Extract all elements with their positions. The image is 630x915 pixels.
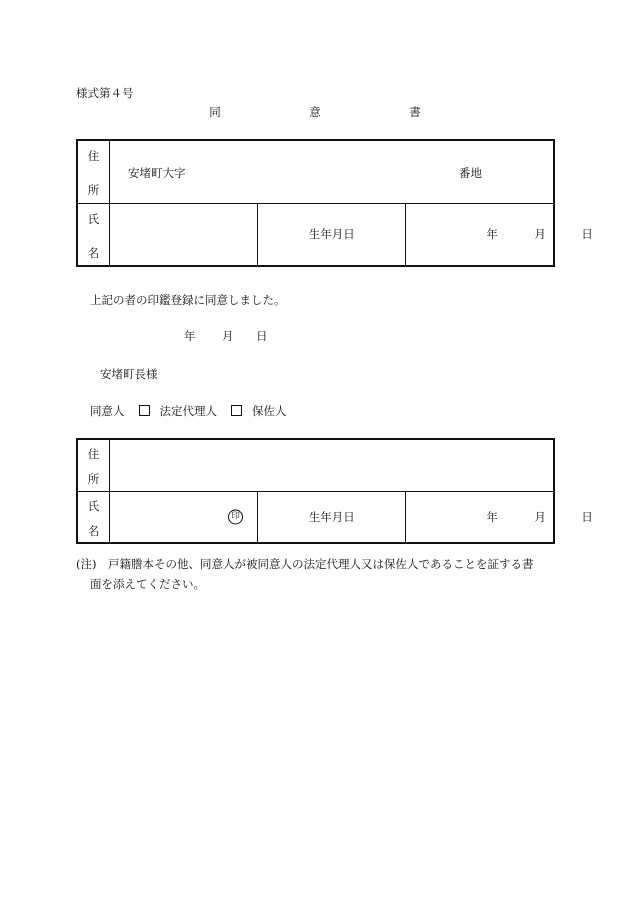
name-row — [77, 491, 554, 543]
name-label-char: 氏 — [87, 211, 100, 226]
name-label — [77, 491, 110, 543]
seal-mark-icon: 印 — [228, 509, 243, 524]
address-label-char: 住 — [87, 447, 100, 461]
role-selector — [90, 403, 287, 419]
applicant-table — [76, 139, 593, 267]
address-field[interactable] — [110, 439, 555, 491]
name-field[interactable] — [110, 491, 258, 543]
consenter-table — [76, 438, 593, 544]
consent-statement: 上記の者の印鑑登録に同意しました。 — [90, 293, 286, 307]
form-number: 様式第４号 — [76, 86, 134, 100]
role-consenter-label: 同意人 — [90, 404, 125, 418]
address-town: 安堵町大字 — [128, 166, 186, 180]
note-line-2: 面を添えてください。 — [90, 577, 205, 591]
name-label-char: 名 — [87, 523, 100, 538]
note-line-1: (注) 戸籍謄本その他、同意人が被同意人の法定代理人又は保佐人であることを証する書 — [76, 557, 534, 571]
consent-date-year: 年 — [184, 329, 196, 343]
birthdate-day: 日 — [581, 227, 593, 242]
name-field[interactable] — [110, 203, 258, 266]
name-row — [77, 203, 554, 266]
name-label-char: 名 — [87, 245, 100, 260]
legal-rep-checkbox[interactable] — [139, 405, 150, 416]
birthdate-year: 年 — [486, 227, 498, 242]
birthdate-field[interactable] — [406, 491, 593, 543]
address-row — [77, 439, 554, 491]
birthdate-label: 生年月日 — [258, 203, 406, 266]
curator-checkbox[interactable] — [231, 405, 242, 416]
title-char: 意 — [309, 105, 321, 119]
birthdate-month: 月 — [534, 509, 546, 524]
birthdate-field[interactable] — [406, 203, 593, 266]
name-label — [77, 203, 110, 266]
address-label-char: 所 — [87, 472, 100, 486]
role-legal-rep-label: 法定代理人 — [159, 404, 217, 418]
birthdate-label: 生年月日 — [258, 491, 406, 543]
address-row — [77, 140, 554, 203]
role-curator-label: 保佐人 — [252, 404, 287, 418]
address-label — [77, 140, 110, 203]
document-title — [0, 104, 630, 120]
addressee: 安堵町長様 — [100, 367, 158, 381]
name-label-char: 氏 — [87, 498, 100, 513]
address-banchi: 番地 — [459, 166, 482, 180]
birthdate-day: 日 — [581, 509, 593, 524]
consent-date-month: 月 — [222, 329, 234, 343]
title-char: 同 — [209, 105, 221, 119]
birthdate-month: 月 — [534, 227, 546, 242]
birthdate-year: 年 — [486, 509, 498, 524]
title-char: 書 — [409, 105, 421, 119]
consent-date-day: 日 — [256, 329, 268, 343]
address-field[interactable] — [110, 140, 555, 203]
address-label — [77, 439, 110, 491]
address-label-char: 所 — [87, 183, 100, 197]
address-label-char: 住 — [87, 149, 100, 163]
